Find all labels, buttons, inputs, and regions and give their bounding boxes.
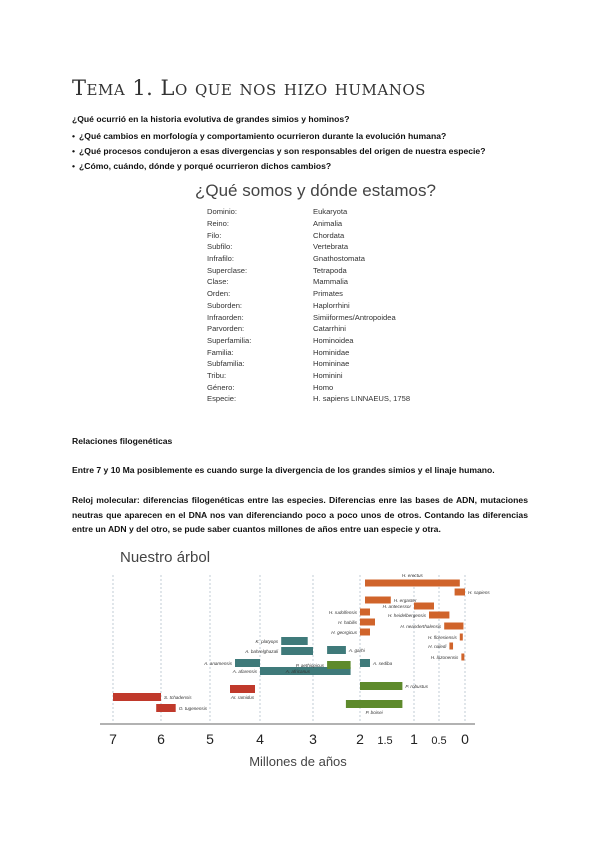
taxonomy-value: Chordata [313, 230, 345, 240]
taxonomy-rank: Especie: [207, 394, 237, 404]
tick-label: 0.5 [431, 735, 447, 747]
species-bar [281, 647, 313, 655]
taxonomy-rank: Clase: [207, 277, 229, 287]
taxonomy-rank: Filo: [207, 230, 222, 240]
taxonomy-value: Animalia [313, 219, 343, 229]
paragraph-molecular-clock: Reloj molecular: diferencias filogenéticas entre las especies. Diferencias enre las bases de ADN, mutaciones neutras que aparecen en el DNA nos van diferenciando poco a poco unos de otros. Contando las diferencias entre un ADN y del otro, se pude saber cuantos millones de años entre uan especie y otra. [72, 495, 528, 534]
species-label: A. africanus [285, 669, 310, 674]
species-bar [113, 693, 161, 701]
tick-label: 3 [309, 731, 317, 747]
species-label: H. luzonensis [430, 655, 459, 660]
species-label: H. heidelbergensis [387, 613, 426, 618]
species-bar [360, 619, 375, 626]
taxonomy-value: Hominidae [313, 347, 350, 357]
taxonomy-rank: Orden: [207, 289, 231, 299]
species-label: P. robustus [405, 684, 429, 689]
species-bar [429, 612, 449, 619]
taxonomy-rank: Infraorden: [207, 312, 244, 322]
x-axis-label: Millones de años [249, 754, 347, 769]
taxonomy-rank: Familia: [207, 347, 234, 357]
taxonomy-title: ¿Qué somos y dónde estamos? [195, 181, 436, 200]
species-label: H. rudolfensis [328, 610, 357, 615]
paragraph-divergence: Entre 7 y 10 Ma posiblemente es cuando surge la divergencia de los grandes simios y el linaje humano. [72, 465, 495, 475]
taxonomy-value: Primates [313, 289, 343, 299]
taxonomy-rank: Suborden: [207, 300, 243, 310]
species-label: H. floresiensis [427, 635, 457, 640]
taxonomy-rank: Infrafilo: [207, 254, 235, 264]
species-label: H. erectus [401, 573, 423, 578]
species-label: H. sapiens [468, 590, 490, 595]
section-heading: Relaciones filogenéticas [72, 436, 173, 446]
species-label: H. georgicus [331, 630, 357, 635]
taxonomy-value: Homo [313, 382, 334, 392]
species-label: H. habilis [338, 620, 357, 625]
tick-label: 1 [410, 731, 418, 747]
species-bar [327, 646, 346, 654]
species-label: A. sediba [373, 661, 393, 666]
taxonomy-value: Vertebrata [313, 242, 349, 252]
taxonomy-value: Tetrapoda [313, 265, 347, 275]
species-bar [235, 659, 260, 667]
species-bar [156, 704, 176, 712]
tick-label: 7 [109, 731, 117, 747]
species-bar [455, 589, 465, 596]
chart-title: Nuestro árbol [120, 549, 211, 566]
species-bar [365, 580, 460, 587]
species-bar [360, 659, 370, 667]
tick-label: 1.5 [377, 735, 393, 747]
species-bar [460, 634, 463, 641]
question-item: • ¿Cómo, cuándo, dónde y porqué ocurrieron dichos cambios? [72, 159, 485, 174]
species-bar [360, 609, 370, 616]
taxonomy-rank: Parvorden: [207, 324, 245, 334]
species-label: H. naledi [428, 644, 447, 649]
taxonomy-rank: Subfilo: [207, 242, 233, 252]
species-bar [360, 682, 402, 690]
taxonomy-rank: Género: [207, 382, 235, 392]
species-bar [461, 654, 464, 661]
tick-label: 5 [206, 731, 214, 747]
taxonomy-value: Hominini [313, 370, 343, 380]
species-bar [449, 643, 453, 650]
species-label: Ar. ramidus [230, 695, 255, 700]
taxonomy-value: Simiiformes/Antropoidea [313, 312, 396, 322]
taxonomy-rank: Superclase: [207, 265, 248, 275]
taxonomy-value: Hominoidea [313, 335, 354, 345]
tick-label: 0 [461, 731, 469, 747]
taxonomy-value: Gnathostomata [313, 254, 365, 264]
species-label: O. tugenensis [178, 706, 208, 711]
taxonomy-value: Haplorrhini [313, 300, 350, 310]
taxonomy-value: Eukaryota [313, 207, 348, 217]
species-label: P. aethiopicus [295, 663, 325, 668]
taxonomy-value: Catarrhini [313, 324, 346, 334]
species-label: A. bahrelghazali [245, 649, 279, 654]
species-bar [346, 700, 403, 708]
species-label: A. anamensis [204, 661, 232, 666]
species-bar [444, 623, 463, 630]
tick-label: 2 [356, 731, 364, 747]
species-label: K. platyops [255, 639, 279, 644]
species-label: A. garhi [348, 648, 365, 653]
main-question: ¿Qué ocurrió en la historia evolutiva de grandes simios y hominos? [72, 114, 350, 124]
species-bar [365, 597, 391, 604]
taxonomy-rank: Dominio: [207, 207, 237, 217]
taxonomy-value: Mammalia [313, 277, 349, 287]
species-label: H. ergaster [393, 598, 417, 603]
species-bar [360, 629, 370, 636]
taxonomy-rank: Superfamilia: [207, 335, 252, 345]
species-label: P. boisei [365, 710, 383, 715]
taxonomy-value: Homininae [313, 359, 350, 369]
species-label: S. tchadensis [164, 695, 192, 700]
question-item: • ¿Qué cambios en morfología y comportamiento ocurrieron durante la evolución humana? [72, 129, 485, 144]
taxonomy-value: H. sapiens LINNAEUS, 1758 [313, 394, 411, 404]
taxonomy-rank: Subfamilia: [207, 359, 245, 369]
species-bar [414, 603, 434, 610]
species-bar [281, 637, 308, 645]
taxonomy-rank: Tribu: [207, 370, 227, 380]
question-item: • ¿Qué procesos condujeron a esas divergencias y son responsables del origen de nuestra especie? [72, 144, 485, 159]
species-label: H. neanderthalensis [400, 624, 442, 629]
tick-label: 4 [256, 731, 264, 747]
species-label: H. antecessor [382, 604, 411, 609]
species-bar [230, 685, 255, 693]
taxonomy-rank: Reino: [207, 219, 229, 229]
species-label: A. afarensis [232, 669, 257, 674]
tick-label: 6 [157, 731, 165, 747]
page-title: Tema 1. Lo que nos hizo humanos [72, 76, 426, 100]
species-bar [327, 661, 351, 669]
